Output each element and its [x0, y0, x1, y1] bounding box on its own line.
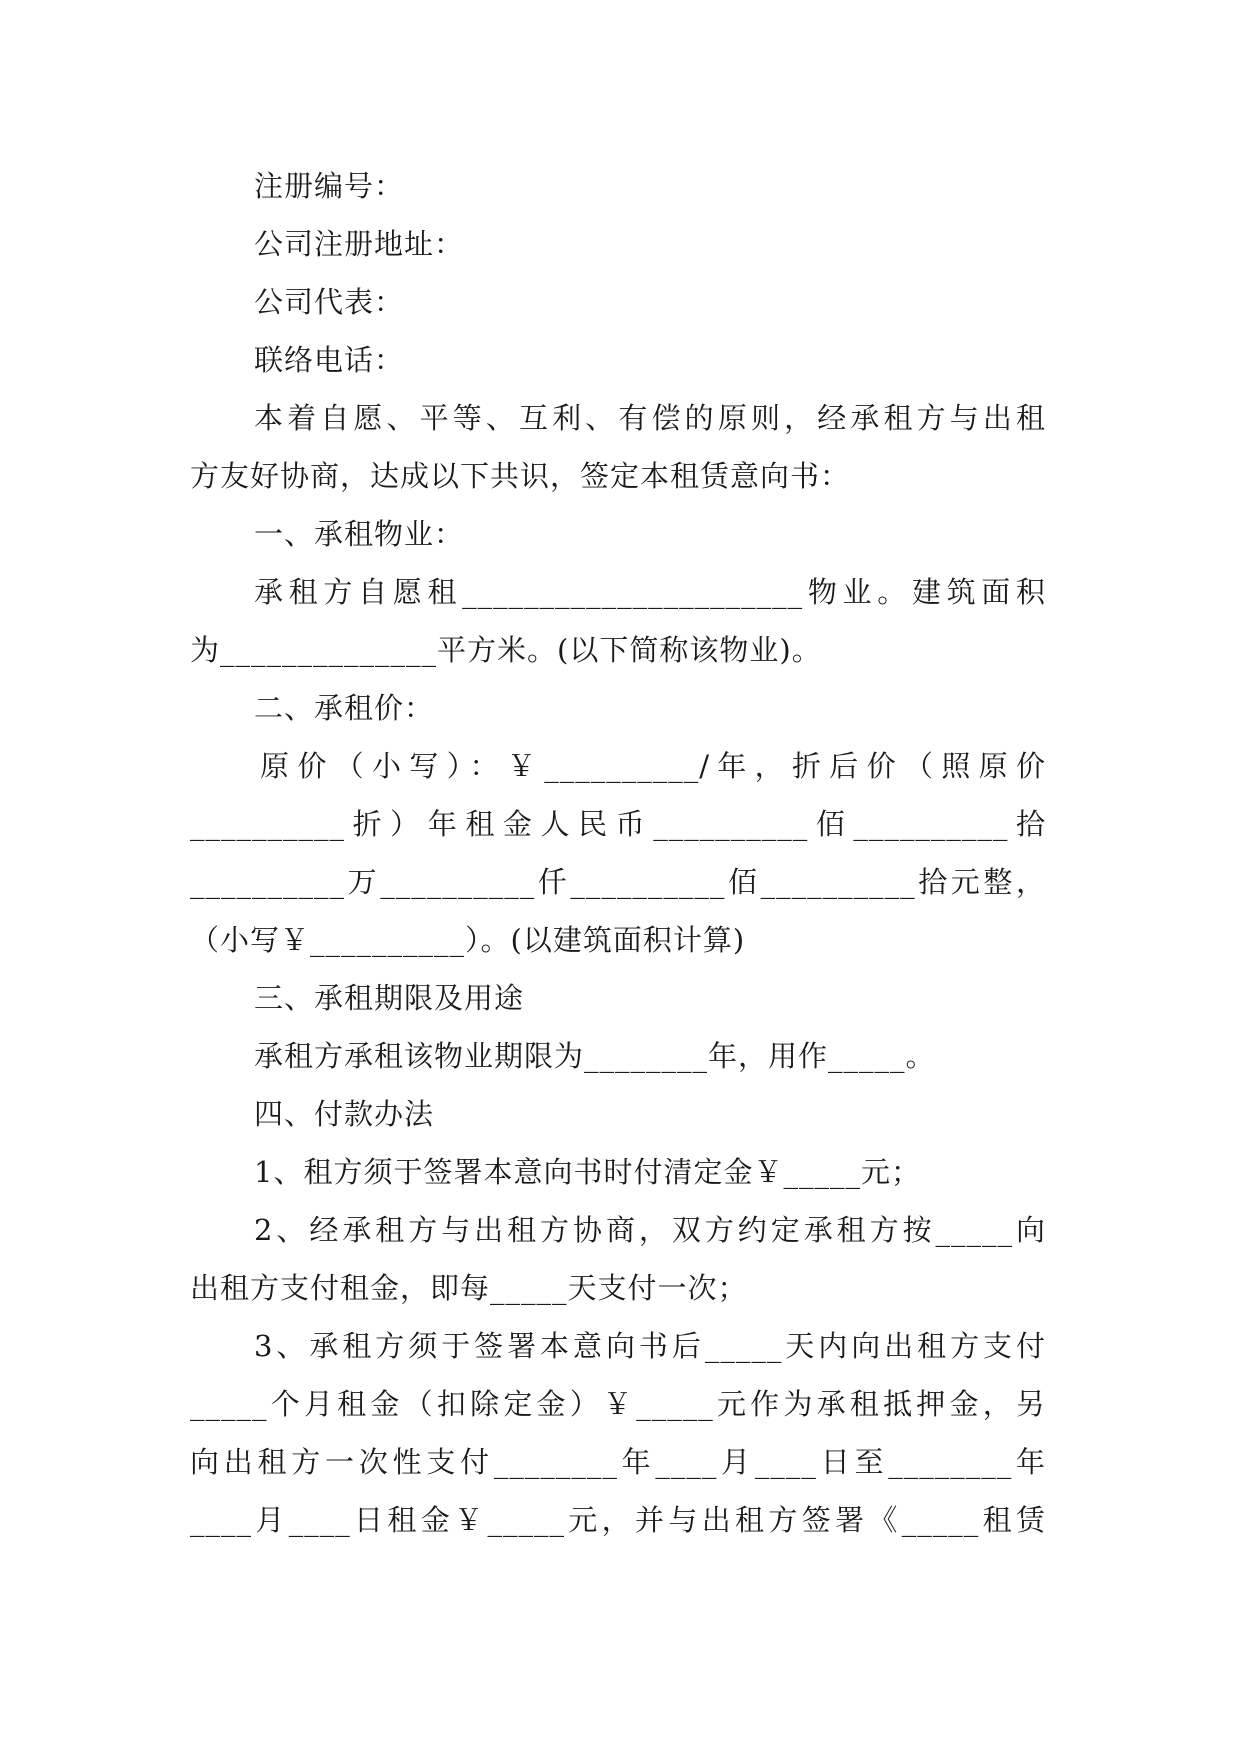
payment-item-3-line-1: 3、承租方须于签署本意向书后_____天内向出租方支付	[254, 1329, 1046, 1363]
price-line-1: 原价（小写）：￥__________/年，折后价（照原价	[260, 749, 1046, 783]
preamble-line-2: 方友好协商，达成以下共识，签定本租赁意向书：	[190, 459, 851, 493]
payment-item-2-line-2: 出租方支付租金，即每_____天支付一次；	[190, 1271, 748, 1305]
section-heading-payment: 四、付款办法	[254, 1097, 435, 1131]
property-line-1: 承租方自愿租______________________物业。建筑面积	[254, 575, 1046, 609]
price-line-2: __________折）年租金人民币__________佰__________拾	[190, 807, 1046, 841]
contact-phone-label: 联络电话：	[254, 343, 405, 377]
term-line: 承租方承租该物业期限为________年，用作_____。	[254, 1039, 936, 1073]
preamble-line-1: 本着自愿、平等、互利、有偿的原则，经承租方与出租	[254, 401, 1046, 435]
company-address-label: 公司注册地址：	[254, 227, 465, 261]
price-line-4: （小写￥__________）。(以建筑面积计算)	[190, 923, 746, 957]
section-heading-term: 三、承租期限及用途	[254, 981, 525, 1015]
section-heading-price: 二、承租价：	[254, 691, 435, 725]
document-body	[190, 157, 1046, 1549]
section-heading-property: 一、承租物业：	[254, 517, 465, 551]
payment-item-3-line-4: ____月____日租金￥_____元，并与出租方签署《_____租赁	[190, 1503, 1046, 1537]
payment-item-3-line-2: _____个月租金（扣除定金）￥_____元作为承租抵押金，另	[190, 1387, 1046, 1421]
property-line-2: 为______________平方米。(以下简称该物业)。	[190, 633, 822, 667]
registration-number-label: 注册编号：	[254, 169, 405, 203]
payment-item-1: 1、租方须于签署本意向书时付清定金￥_____元；	[254, 1155, 921, 1189]
payment-item-3-line-3: 向出租方一次性支付________年____月____日至________年	[190, 1445, 1046, 1479]
payment-item-2-line-1: 2、经承租方与出租方协商，双方约定承租方按_____向	[254, 1213, 1046, 1247]
company-representative-label: 公司代表：	[254, 285, 405, 319]
price-line-3: __________万__________仟__________佰__________拾元整，	[190, 865, 1046, 899]
